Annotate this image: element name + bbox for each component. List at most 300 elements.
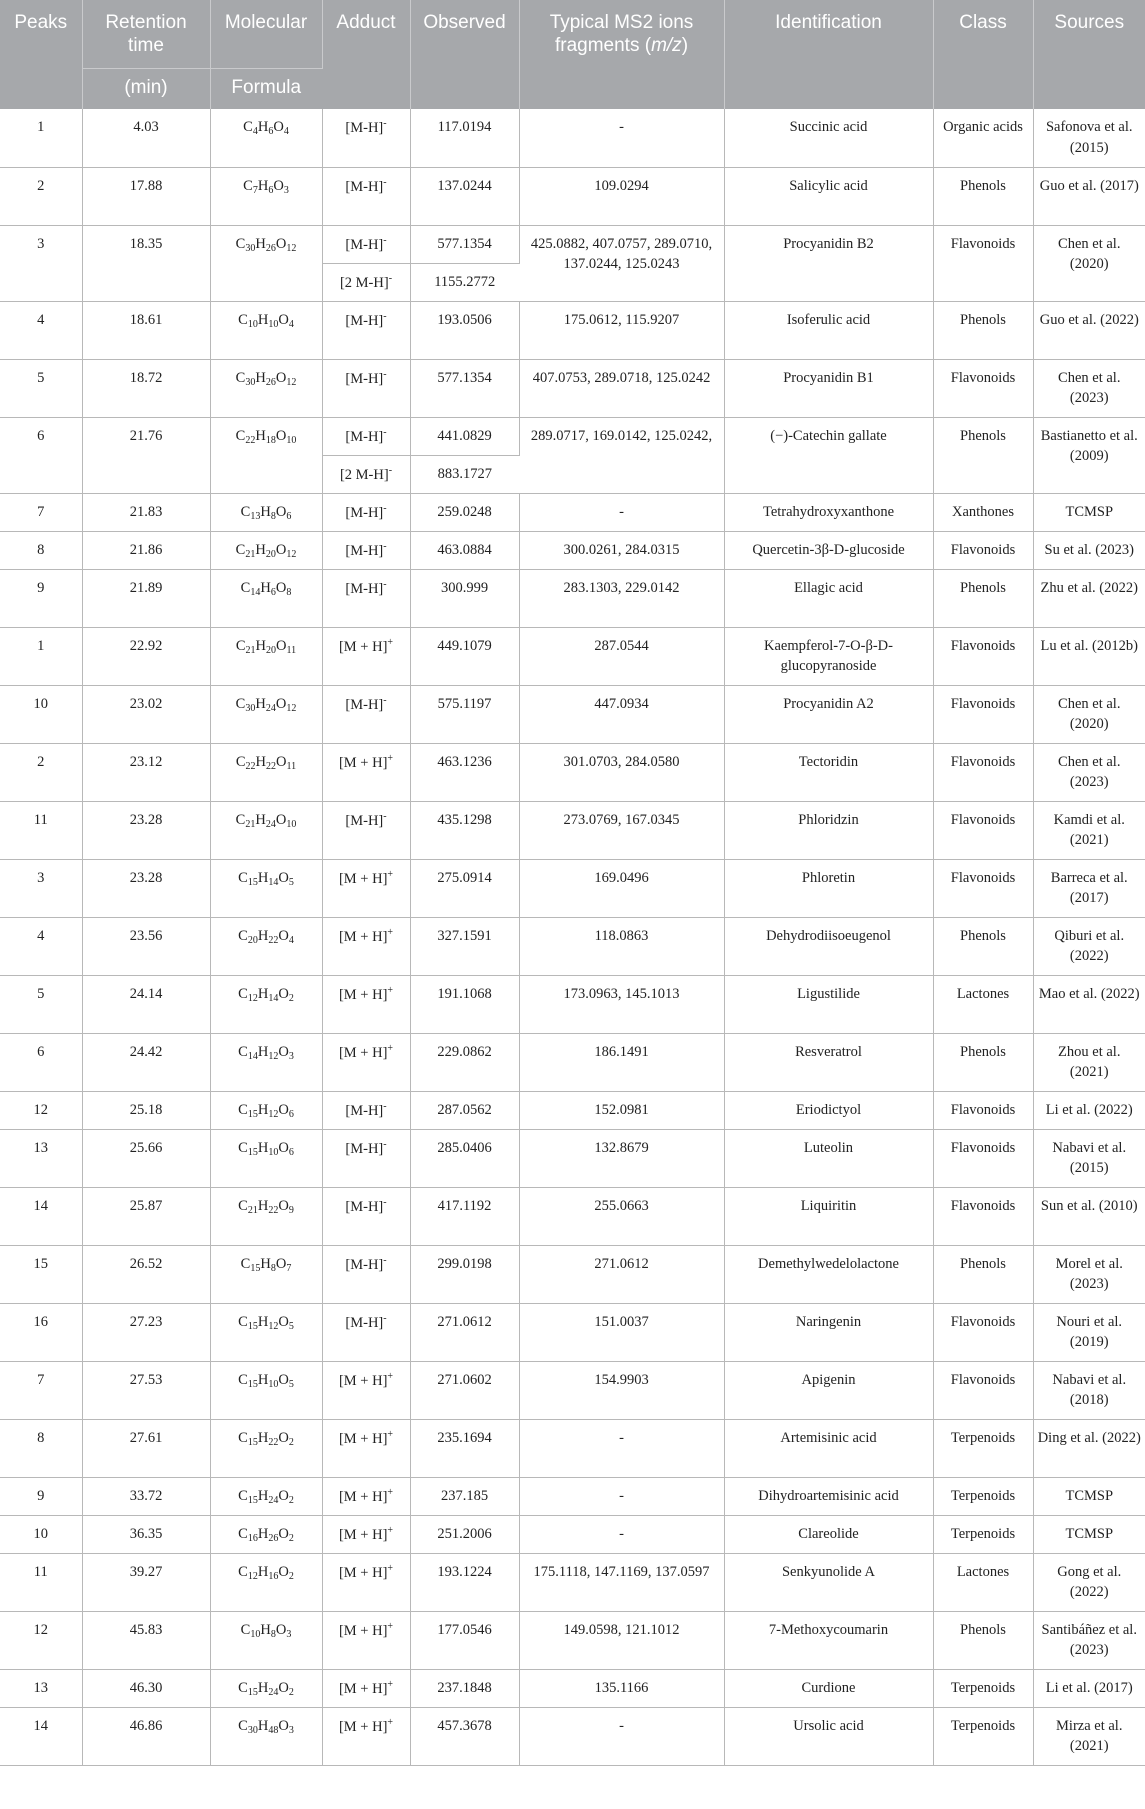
cell-class: Organic acids xyxy=(933,109,1033,167)
cell-formula: $C_{16}H_{26}O_2$ xyxy=(210,1515,322,1553)
cell-adduct: [M + H]+ xyxy=(322,1669,410,1707)
cell-formula: $C_{22}H_{18}O_{10}$ xyxy=(210,417,322,493)
cell-adduct: [M-H]- xyxy=(322,359,410,417)
cell-formula: $C_{30}H_{24}O_{12}$ xyxy=(210,685,322,743)
cell-ms2: 255.0663 xyxy=(519,1187,724,1245)
cell-source: Nabavi et al. (2018) xyxy=(1033,1361,1145,1419)
cell-adduct: [M-H]- xyxy=(322,301,410,359)
cell-observed: 251.2006 xyxy=(410,1515,519,1553)
cell-source: Chen et al. (2020) xyxy=(1033,685,1145,743)
header-molecular: Molecular xyxy=(210,0,322,68)
cell-identification: Artemisinic acid xyxy=(724,1419,933,1477)
table-row xyxy=(0,627,1145,685)
table-row xyxy=(0,743,1145,801)
cell-ms2: 151.0037 xyxy=(519,1303,724,1361)
cell-ms2: - xyxy=(519,109,724,167)
cell-identification: Dihydroartemisinic acid xyxy=(724,1477,933,1515)
cell-retention-time: 22.92 xyxy=(82,627,210,685)
cell-identification: Phloridzin xyxy=(724,801,933,859)
cell-class: Flavonoids xyxy=(933,801,1033,859)
cell-ms2: 109.0294 xyxy=(519,167,724,225)
cell-peak: 7 xyxy=(0,1361,82,1419)
cell-identification: Procyanidin B1 xyxy=(724,359,933,417)
cell-adduct: [M-H]- xyxy=(322,685,410,743)
cell-adduct: [M-H]- xyxy=(322,167,410,225)
cell-source: Li et al. (2017) xyxy=(1033,1669,1145,1707)
cell-peak: 11 xyxy=(0,801,82,859)
cell-source: TCMSP xyxy=(1033,1515,1145,1553)
cell-peak: 5 xyxy=(0,359,82,417)
cell-class: Flavonoids xyxy=(933,685,1033,743)
cell-peak: 13 xyxy=(0,1669,82,1707)
cell-peak: 8 xyxy=(0,1419,82,1477)
cell-observed: 177.0546 xyxy=(410,1611,519,1669)
cell-peak: 2 xyxy=(0,167,82,225)
cell-adduct: [M + H]+ xyxy=(322,859,410,917)
cell-adduct: [M-H]- xyxy=(322,225,410,263)
cell-ms2: 407.0753, 289.0718, 125.0242 xyxy=(519,359,724,417)
cell-formula: $C_{21}H_{22}O_9$ xyxy=(210,1187,322,1245)
cell-class: Flavonoids xyxy=(933,359,1033,417)
cell-formula: $C_{30}H_{26}O_{12}$ xyxy=(210,225,322,301)
cell-source: Chen et al. (2020) xyxy=(1033,225,1145,301)
cell-ms2: - xyxy=(519,493,724,531)
header-class: Class xyxy=(933,0,1033,109)
cell-formula: $C_{30}H_{26}O_{12}$ xyxy=(210,359,322,417)
cell-ms2: 132.8679 xyxy=(519,1129,724,1187)
cell-formula: $C_{15}H_{14}O_5$ xyxy=(210,859,322,917)
cell-identification: 7-Methoxycoumarin xyxy=(724,1611,933,1669)
cell-source: Lu et al. (2012b) xyxy=(1033,627,1145,685)
cell-adduct: [M + H]+ xyxy=(322,917,410,975)
cell-observed: 259.0248 xyxy=(410,493,519,531)
cell-ms2: 154.9903 xyxy=(519,1361,724,1419)
cell-adduct: [M + H]+ xyxy=(322,627,410,685)
cell-ms2: 289.0717, 169.0142, 125.0242, xyxy=(519,417,724,493)
cell-source: Mao et al. (2022) xyxy=(1033,975,1145,1033)
cell-source: Safonova et al. (2015) xyxy=(1033,109,1145,167)
cell-peak: 9 xyxy=(0,1477,82,1515)
cell-adduct: [M + H]+ xyxy=(322,743,410,801)
table-row xyxy=(0,1033,1145,1091)
table-row xyxy=(0,301,1145,359)
cell-class: Terpenoids xyxy=(933,1477,1033,1515)
cell-ms2: 175.0612, 115.9207 xyxy=(519,301,724,359)
cell-peak: 13 xyxy=(0,1129,82,1187)
cell-adduct: [2 M-H]- xyxy=(322,455,410,493)
cell-peak: 14 xyxy=(0,1187,82,1245)
cell-peak: 6 xyxy=(0,417,82,493)
cell-class: Flavonoids xyxy=(933,1303,1033,1361)
cell-observed: 229.0862 xyxy=(410,1033,519,1091)
cell-observed: 457.3678 xyxy=(410,1707,519,1765)
cell-identification: Clareolide xyxy=(724,1515,933,1553)
header-sources: Sources xyxy=(1033,0,1145,109)
table-row xyxy=(0,1707,1145,1765)
cell-identification: Salicylic acid xyxy=(724,167,933,225)
cell-class: Phenols xyxy=(933,1245,1033,1303)
cell-source: Zhu et al. (2022) xyxy=(1033,569,1145,627)
cell-class: Lactones xyxy=(933,1553,1033,1611)
cell-ms2: - xyxy=(519,1419,724,1477)
cell-identification: Ursolic acid xyxy=(724,1707,933,1765)
cell-observed: 577.1354 xyxy=(410,359,519,417)
cell-retention-time: 27.61 xyxy=(82,1419,210,1477)
cell-retention-time: 24.42 xyxy=(82,1033,210,1091)
cell-retention-time: 36.35 xyxy=(82,1515,210,1553)
cell-adduct: [2 M-H]- xyxy=(322,263,410,301)
cell-observed: 449.1079 xyxy=(410,627,519,685)
cell-formula: $C_{12}H_{16}O_2$ xyxy=(210,1553,322,1611)
cell-retention-time: 21.83 xyxy=(82,493,210,531)
cell-adduct: [M-H]- xyxy=(322,1187,410,1245)
cell-ms2: 301.0703, 284.0580 xyxy=(519,743,724,801)
cell-formula: $C_{21}H_{24}O_{10}$ xyxy=(210,801,322,859)
cell-adduct: [M + H]+ xyxy=(322,1553,410,1611)
cell-class: Xanthones xyxy=(933,493,1033,531)
cell-ms2: 271.0612 xyxy=(519,1245,724,1303)
cell-retention-time: 23.12 xyxy=(82,743,210,801)
cell-peak: 7 xyxy=(0,493,82,531)
cell-peak: 2 xyxy=(0,743,82,801)
cell-observed: 287.0562 xyxy=(410,1091,519,1129)
cell-adduct: [M + H]+ xyxy=(322,975,410,1033)
cell-identification: Quercetin-3β-D-glucoside xyxy=(724,531,933,569)
cell-source: Kamdi et al. (2021) xyxy=(1033,801,1145,859)
cell-formula: $C_{21}H_{20}O_{11}$ xyxy=(210,627,322,685)
table-row xyxy=(0,1669,1145,1707)
cell-class: Phenols xyxy=(933,417,1033,493)
table-row xyxy=(0,917,1145,975)
cell-source: Sun et al. (2010) xyxy=(1033,1187,1145,1245)
cell-source: Su et al. (2023) xyxy=(1033,531,1145,569)
cell-retention-time: 27.23 xyxy=(82,1303,210,1361)
cell-formula: $C_{15}H_8O_7$ xyxy=(210,1245,322,1303)
table-row xyxy=(0,359,1145,417)
cell-class: Phenols xyxy=(933,569,1033,627)
cell-ms2: 283.1303, 229.0142 xyxy=(519,569,724,627)
cell-peak: 16 xyxy=(0,1303,82,1361)
cell-peak: 11 xyxy=(0,1553,82,1611)
cell-peak: 14 xyxy=(0,1707,82,1765)
cell-class: Flavonoids xyxy=(933,531,1033,569)
table-body xyxy=(0,109,1145,1765)
cell-class: Terpenoids xyxy=(933,1669,1033,1707)
table-row xyxy=(0,531,1145,569)
cell-retention-time: 23.28 xyxy=(82,801,210,859)
header-ms2-text: Typical MS2 ions fragments ( xyxy=(549,12,694,56)
cell-adduct: [M + H]+ xyxy=(322,1515,410,1553)
cell-observed: 417.1192 xyxy=(410,1187,519,1245)
cell-retention-time: 17.88 xyxy=(82,167,210,225)
cell-observed: 237.185 xyxy=(410,1477,519,1515)
cell-class: Flavonoids xyxy=(933,225,1033,301)
table-row xyxy=(0,1515,1145,1553)
cell-retention-time: 39.27 xyxy=(82,1553,210,1611)
cell-identification: Demethylwedelolactone xyxy=(724,1245,933,1303)
cell-identification: Curdione xyxy=(724,1669,933,1707)
cell-retention-time: 25.66 xyxy=(82,1129,210,1187)
cell-ms2: 152.0981 xyxy=(519,1091,724,1129)
cell-ms2: 425.0882, 407.0757, 289.0710, 137.0244, 125.0243 xyxy=(519,225,724,301)
cell-identification: Isoferulic acid xyxy=(724,301,933,359)
cell-source: Barreca et al. (2017) xyxy=(1033,859,1145,917)
cell-identification: Eriodictyol xyxy=(724,1091,933,1129)
cell-identification: Procyanidin B2 xyxy=(724,225,933,301)
cell-ms2: 118.0863 xyxy=(519,917,724,975)
header-adduct: Adduct xyxy=(322,0,410,109)
cell-peak: 8 xyxy=(0,531,82,569)
cell-retention-time: 21.89 xyxy=(82,569,210,627)
table-row xyxy=(0,493,1145,531)
cell-ms2: 173.0963, 145.1013 xyxy=(519,975,724,1033)
cell-observed: 237.1848 xyxy=(410,1669,519,1707)
cell-adduct: [M-H]- xyxy=(322,417,410,455)
cell-formula: $C_{10}H_{10}O_4$ xyxy=(210,301,322,359)
cell-formula: $C_{15}H_{22}O_2$ xyxy=(210,1419,322,1477)
cell-class: Flavonoids xyxy=(933,859,1033,917)
cell-identification: Ligustilide xyxy=(724,975,933,1033)
cell-observed: 577.1354 xyxy=(410,225,519,263)
cell-retention-time: 24.14 xyxy=(82,975,210,1033)
cell-adduct: [M-H]- xyxy=(322,801,410,859)
header-retention-time: Retention time xyxy=(82,0,210,68)
cell-ms2: - xyxy=(519,1515,724,1553)
cell-class: Flavonoids xyxy=(933,1187,1033,1245)
cell-observed: 191.1068 xyxy=(410,975,519,1033)
cell-observed: 441.0829 xyxy=(410,417,519,455)
cell-observed: 193.1224 xyxy=(410,1553,519,1611)
cell-observed: 117.0194 xyxy=(410,109,519,167)
cell-adduct: [M-H]- xyxy=(322,1303,410,1361)
cell-adduct: [M-H]- xyxy=(322,1245,410,1303)
cell-retention-time: 21.76 xyxy=(82,417,210,493)
header-ms2 xyxy=(519,0,724,109)
table-row xyxy=(0,167,1145,225)
cell-adduct: [M-H]- xyxy=(322,1091,410,1129)
cell-class: Phenols xyxy=(933,1611,1033,1669)
cell-retention-time: 33.72 xyxy=(82,1477,210,1515)
header-ms2-close: ) xyxy=(681,34,689,56)
cell-peak: 9 xyxy=(0,569,82,627)
header-observed: Observed xyxy=(410,0,519,109)
cell-observed: 235.1694 xyxy=(410,1419,519,1477)
cell-retention-time: 25.18 xyxy=(82,1091,210,1129)
cell-observed: 463.0884 xyxy=(410,531,519,569)
cell-observed: 463.1236 xyxy=(410,743,519,801)
cell-identification: Apigenin xyxy=(724,1361,933,1419)
cell-adduct: [M-H]- xyxy=(322,1129,410,1187)
cell-peak: 3 xyxy=(0,859,82,917)
cell-formula: $C_{13}H_8O_6$ xyxy=(210,493,322,531)
cell-class: Phenols xyxy=(933,917,1033,975)
header-identification: Identification xyxy=(724,0,933,109)
cell-formula: $C_{15}H_{12}O_5$ xyxy=(210,1303,322,1361)
cell-class: Flavonoids xyxy=(933,1129,1033,1187)
cell-peak: 1 xyxy=(0,627,82,685)
cell-observed: 327.1591 xyxy=(410,917,519,975)
cell-formula: $C_{30}H_{48}O_3$ xyxy=(210,1707,322,1765)
cell-source: Santibáñez et al. (2023) xyxy=(1033,1611,1145,1669)
cell-adduct: [M + H]+ xyxy=(322,1611,410,1669)
cell-retention-time: 26.52 xyxy=(82,1245,210,1303)
table-row xyxy=(0,1361,1145,1419)
cell-retention-time: 18.35 xyxy=(82,225,210,301)
cell-observed: 883.1727 xyxy=(410,455,519,493)
cell-ms2: 186.1491 xyxy=(519,1033,724,1091)
cell-adduct: [M-H]- xyxy=(322,569,410,627)
table-row xyxy=(0,1187,1145,1245)
cell-adduct: [M + H]+ xyxy=(322,1707,410,1765)
cell-class: Flavonoids xyxy=(933,1091,1033,1129)
table-row xyxy=(0,1129,1145,1187)
cell-peak: 3 xyxy=(0,225,82,301)
cell-identification: Resveratrol xyxy=(724,1033,933,1091)
cell-retention-time: 23.28 xyxy=(82,859,210,917)
cell-class: Flavonoids xyxy=(933,743,1033,801)
cell-ms2: 169.0496 xyxy=(519,859,724,917)
header-rt-unit: (min) xyxy=(82,68,210,109)
cell-formula: $C_7H_6O_3$ xyxy=(210,167,322,225)
cell-identification: Succinic acid xyxy=(724,109,933,167)
cell-source: Chen et al. (2023) xyxy=(1033,359,1145,417)
cell-formula: $C_{15}H_{10}O_6$ xyxy=(210,1129,322,1187)
cell-adduct: [M + H]+ xyxy=(322,1477,410,1515)
cell-identification: Naringenin xyxy=(724,1303,933,1361)
table-row xyxy=(0,569,1145,627)
cell-class: Phenols xyxy=(933,167,1033,225)
cell-formula: $C_{20}H_{22}O_4$ xyxy=(210,917,322,975)
cell-identification: Liquiritin xyxy=(724,1187,933,1245)
header-ms2-mz: m/z xyxy=(651,34,682,56)
cell-ms2: 447.0934 xyxy=(519,685,724,743)
cell-source: Guo et al. (2017) xyxy=(1033,167,1145,225)
cell-formula: $C_{21}H_{20}O_{12}$ xyxy=(210,531,322,569)
table-row xyxy=(0,225,1145,263)
table-row xyxy=(0,685,1145,743)
cell-ms2: 300.0261, 284.0315 xyxy=(519,531,724,569)
cell-ms2: 273.0769, 167.0345 xyxy=(519,801,724,859)
cell-adduct: [M + H]+ xyxy=(322,1361,410,1419)
table-row xyxy=(0,109,1145,167)
cell-ms2: 135.1166 xyxy=(519,1669,724,1707)
cell-class: Flavonoids xyxy=(933,627,1033,685)
cell-identification: Senkyunolide A xyxy=(724,1553,933,1611)
cell-adduct: [M-H]- xyxy=(322,531,410,569)
cell-observed: 137.0244 xyxy=(410,167,519,225)
cell-identification: Ellagic acid xyxy=(724,569,933,627)
cell-peak: 15 xyxy=(0,1245,82,1303)
cell-peak: 5 xyxy=(0,975,82,1033)
cell-source: Chen et al. (2023) xyxy=(1033,743,1145,801)
cell-adduct: [M-H]- xyxy=(322,109,410,167)
table-row xyxy=(0,1245,1145,1303)
cell-class: Phenols xyxy=(933,1033,1033,1091)
table-row xyxy=(0,1091,1145,1129)
cell-formula: $C_{15}H_{24}O_2$ xyxy=(210,1669,322,1707)
cell-retention-time: 46.30 xyxy=(82,1669,210,1707)
cell-retention-time: 4.03 xyxy=(82,109,210,167)
cell-source: Mirza et al. (2021) xyxy=(1033,1707,1145,1765)
header-formula: Formula xyxy=(210,68,322,109)
cell-peak: 12 xyxy=(0,1091,82,1129)
cell-formula: $C_{12}H_{14}O_2$ xyxy=(210,975,322,1033)
table-row xyxy=(0,801,1145,859)
cell-retention-time: 46.86 xyxy=(82,1707,210,1765)
cell-formula: $C_{14}H_6O_8$ xyxy=(210,569,322,627)
cell-observed: 299.0198 xyxy=(410,1245,519,1303)
cell-retention-time: 23.02 xyxy=(82,685,210,743)
cell-identification: Procyanidin A2 xyxy=(724,685,933,743)
table-row xyxy=(0,1553,1145,1611)
cell-source: Qiburi et al. (2022) xyxy=(1033,917,1145,975)
cell-identification: Phloretin xyxy=(724,859,933,917)
cell-source: Guo et al. (2022) xyxy=(1033,301,1145,359)
table-row xyxy=(0,1611,1145,1669)
cell-retention-time: 21.86 xyxy=(82,531,210,569)
cell-retention-time: 27.53 xyxy=(82,1361,210,1419)
cell-retention-time: 45.83 xyxy=(82,1611,210,1669)
cell-class: Phenols xyxy=(933,301,1033,359)
cell-identification: Luteolin xyxy=(724,1129,933,1187)
cell-peak: 12 xyxy=(0,1611,82,1669)
cell-class: Terpenoids xyxy=(933,1515,1033,1553)
cell-identification: Dehydrodiisoeugenol xyxy=(724,917,933,975)
cell-retention-time: 23.56 xyxy=(82,917,210,975)
header-peaks: Peaks xyxy=(0,0,82,109)
cell-formula: $C_{15}H_{10}O_5$ xyxy=(210,1361,322,1419)
cell-formula: $C_{15}H_{12}O_6$ xyxy=(210,1091,322,1129)
cell-source: Nouri et al. (2019) xyxy=(1033,1303,1145,1361)
cell-source: Ding et al. (2022) xyxy=(1033,1419,1145,1477)
table-row xyxy=(0,859,1145,917)
cell-peak: 4 xyxy=(0,917,82,975)
cell-adduct: [M + H]+ xyxy=(322,1033,410,1091)
cell-class: Terpenoids xyxy=(933,1707,1033,1765)
cell-identification: Tetrahydroxyxanthone xyxy=(724,493,933,531)
cell-observed: 193.0506 xyxy=(410,301,519,359)
cell-observed: 271.0612 xyxy=(410,1303,519,1361)
table-row xyxy=(0,417,1145,455)
cell-ms2: 149.0598, 121.1012 xyxy=(519,1611,724,1669)
cell-formula: $C_{10}H_8O_3$ xyxy=(210,1611,322,1669)
cell-observed: 285.0406 xyxy=(410,1129,519,1187)
cell-retention-time: 25.87 xyxy=(82,1187,210,1245)
cell-observed: 275.0914 xyxy=(410,859,519,917)
cell-retention-time: 18.72 xyxy=(82,359,210,417)
cell-ms2: 175.1118, 147.1169, 137.0597 xyxy=(519,1553,724,1611)
cell-observed: 271.0602 xyxy=(410,1361,519,1419)
cell-peak: 6 xyxy=(0,1033,82,1091)
cell-formula: $C_{15}H_{24}O_2$ xyxy=(210,1477,322,1515)
cell-formula: $C_{14}H_{12}O_3$ xyxy=(210,1033,322,1091)
cell-peak: 1 xyxy=(0,109,82,167)
cell-source: Gong et al. (2022) xyxy=(1033,1553,1145,1611)
cell-observed: 575.1197 xyxy=(410,685,519,743)
cell-source: TCMSP xyxy=(1033,493,1145,531)
cell-adduct: [M + H]+ xyxy=(322,1419,410,1477)
cell-observed: 1155.2772 xyxy=(410,263,519,301)
cell-formula: $C_{22}H_{22}O_{11}$ xyxy=(210,743,322,801)
cell-peak: 4 xyxy=(0,301,82,359)
cell-source: Li et al. (2022) xyxy=(1033,1091,1145,1129)
cell-class: Lactones xyxy=(933,975,1033,1033)
cell-identification: Kaempferol-7-O-β-D-glucopyranoside xyxy=(724,627,933,685)
table-row xyxy=(0,975,1145,1033)
cell-peak: 10 xyxy=(0,1515,82,1553)
cell-source: Nabavi et al. (2015) xyxy=(1033,1129,1145,1187)
cell-source: TCMSP xyxy=(1033,1477,1145,1515)
